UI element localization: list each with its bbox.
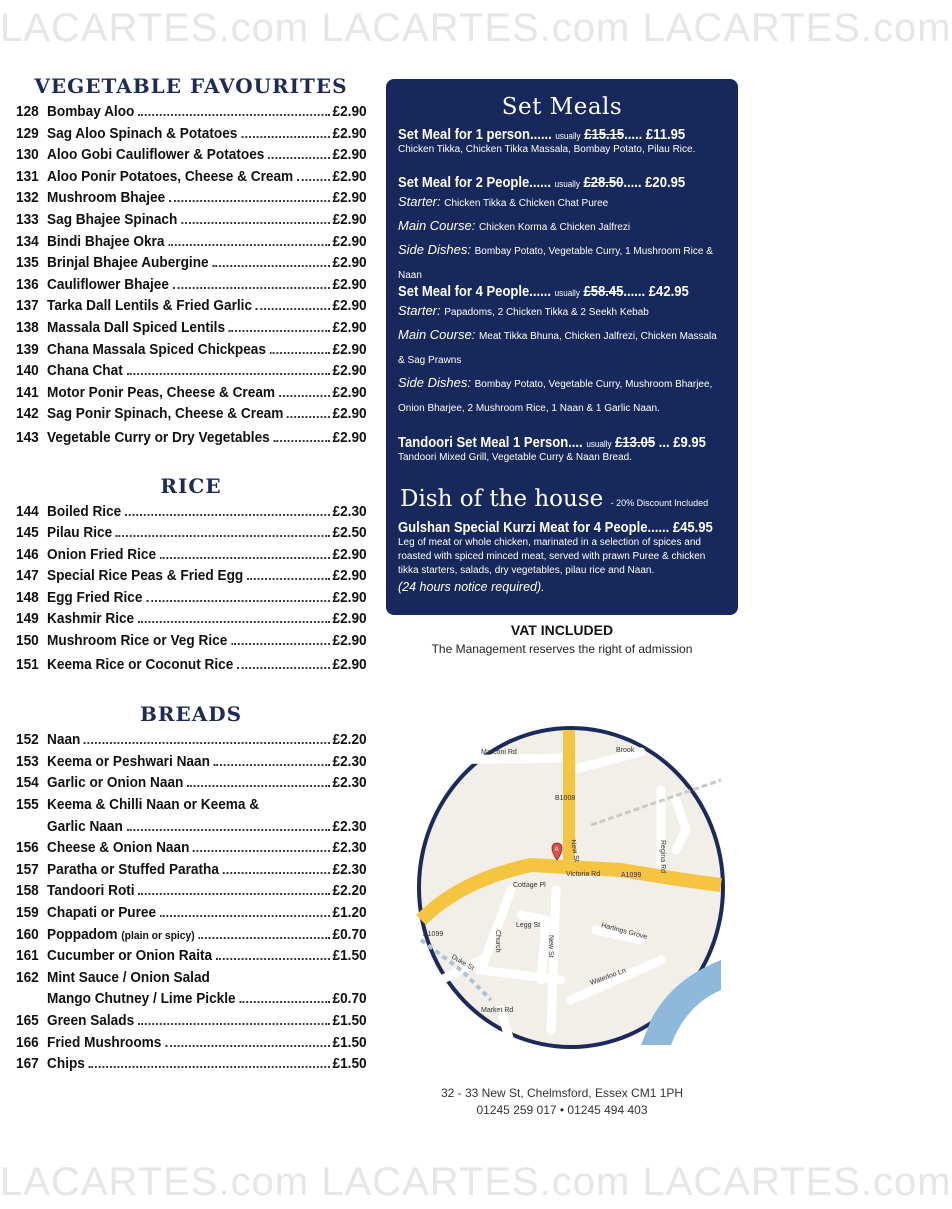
location-marker-icon [552, 843, 562, 860]
item-price: £2.90 [332, 276, 367, 293]
item-price: £2.90 [332, 211, 367, 228]
set-meals-title: Set Meals [501, 94, 623, 120]
menu-item [16, 631, 367, 653]
map-label: Church [494, 930, 501, 953]
map-label: New St [547, 935, 554, 958]
item-price: £2.90 [332, 363, 367, 380]
item-price: £2.90 [332, 611, 367, 628]
management-notice: The Management reserves the right of admission [431, 642, 693, 656]
item-price: £2.90 [332, 319, 367, 336]
item-price: £2.30 [332, 753, 367, 770]
menu-item [16, 860, 367, 882]
menu-item [16, 545, 367, 567]
item-price: £2.90 [332, 568, 367, 585]
item-number: 137 [16, 298, 39, 315]
item-name: Mushroom Rice or Veg Rice [47, 633, 228, 650]
meal4-main-cont: & Sag Prawns [398, 355, 462, 366]
menu-item [16, 296, 367, 318]
leader-dots [237, 667, 330, 669]
leader-dots [138, 114, 330, 116]
item-name: Vegetable Curry or Dry Vegetables [47, 429, 270, 446]
menu-item [16, 124, 367, 146]
item-number: 154 [16, 775, 39, 792]
item-name: Paratha or Stuffed Paratha [47, 861, 219, 878]
map-label: Brook [616, 747, 635, 754]
item-name: Chips [47, 1056, 85, 1073]
menu-item [16, 253, 367, 275]
menu-item [16, 946, 367, 968]
breads-title: BREADS [139, 702, 243, 727]
item-price: £1.50 [332, 948, 367, 965]
leader-dots [199, 937, 330, 939]
map-label: Victoria Rd [566, 871, 601, 878]
leader-dots [160, 557, 330, 559]
item-name: Brinjal Bhajee Aubergine [47, 255, 209, 272]
item-price: £2.90 [332, 633, 367, 650]
menu-item [16, 752, 367, 774]
item-price: £2.30 [332, 861, 367, 878]
item-name: Massala Dall Spiced Lentils [47, 319, 226, 336]
meal4-name: Set Meal for 4 People [398, 284, 530, 300]
menu-item [16, 609, 367, 631]
meal4-side: Side Dishes: Bombay Potato, Vegetable Curry, Mushroom Bharjee, [398, 375, 713, 390]
usually-label: usually [554, 179, 580, 189]
leader-dots [270, 352, 330, 354]
item-number: 157 [16, 861, 39, 878]
meal1-old-price: £15.15 [584, 127, 625, 143]
menu-item [16, 275, 367, 297]
menu-item [16, 428, 367, 450]
item-number: 148 [16, 589, 39, 606]
leader-dots [125, 514, 330, 516]
location-map [417, 726, 725, 1049]
item-number: 158 [16, 883, 39, 900]
item-number: 140 [16, 363, 39, 380]
leader-dots [256, 308, 330, 310]
item-number: 139 [16, 341, 39, 358]
item-number: 150 [16, 633, 39, 650]
house-dish: Gulshan Special Kurzi Meat for 4 People...... £45.95 Leg of meat or whole chicken, marinated in a selection of spices and roasted with spiced minced meat, served with prawn Puree & chicken tikka starters, salads, dry vegetables, pilau rice and Naan. (24 hours notice required). [398, 520, 728, 596]
leader-dots [241, 136, 330, 138]
leader-dots [279, 395, 330, 397]
item-number: 155 [16, 797, 39, 814]
item-price: £1.20 [332, 905, 367, 921]
menu-item [16, 655, 367, 677]
leader-dots [138, 621, 330, 623]
leader-dots [138, 1023, 330, 1025]
meal4-side-cont: Onion Bharjee, 2 Mushroom Rice, 1 Naan & 1 Garlic Naan. [398, 403, 660, 414]
menu-item [16, 968, 367, 990]
menu-item [16, 903, 367, 925]
item-name: Bindi Bhajee Okra [47, 233, 165, 250]
item-name: Tarka Dall Lentils & Fried Garlic [47, 298, 253, 315]
breads-list [16, 730, 366, 1076]
map-label: Cottage Pl [513, 882, 546, 889]
railway-line-north [591, 780, 721, 825]
menu-item [16, 730, 367, 752]
item-name: Bombay Aloo [47, 104, 135, 120]
menu-item [16, 210, 367, 232]
leader-dots [187, 785, 330, 787]
menu-item [16, 167, 367, 189]
menu-item [16, 773, 367, 795]
item-name: Special Rice Peas & Fried Egg [47, 568, 244, 585]
leader-dots [84, 742, 330, 744]
item-name: Egg Fried Rice [47, 589, 143, 606]
item-name: Tandoori Roti [47, 883, 135, 900]
leader-dots [181, 222, 330, 224]
set-meal-2: Set Meal for 2 People...... usually £28.50..... £20.95 Starter: Chicken Tikka & Chicken Chat Puree Main Course: Chicken Korma & Chicken Jalfrezi Side Dishes: Bombay Potato, Vegetable Curry, 1 Mushroom Rice & Naan [398, 175, 728, 287]
meal2-main: Main Course: Chicken Korma & Chicken Jalfrezi [398, 218, 631, 233]
svg-text:A: A [554, 847, 559, 853]
meal4-old-price: £58.45 [583, 284, 624, 300]
menu-item [16, 566, 367, 588]
menu-item [16, 588, 367, 610]
item-price: £2.90 [332, 147, 367, 164]
leader-dots [127, 829, 330, 831]
item-number: 159 [16, 905, 39, 921]
leader-dots [223, 872, 330, 874]
menu-item [16, 881, 367, 903]
tandoori-old-price: £13.05 [615, 435, 656, 451]
item-number: 128 [16, 104, 39, 120]
map-label: New St [569, 839, 580, 863]
meal1-desc: Chicken Tikka, Chicken Tikka Massala, Bombay Potato, Pilau Rice. [398, 144, 696, 155]
item-number: 133 [16, 211, 39, 228]
item-price: £2.30 [332, 503, 367, 520]
item-number: 131 [16, 168, 39, 185]
address-block [386, 1085, 738, 1119]
map-label: A1099 [621, 872, 642, 879]
item-name: Green Salads [47, 1012, 135, 1029]
menu-item [16, 145, 367, 167]
rice-list [16, 502, 366, 677]
leader-dots [274, 440, 330, 442]
menu-item [16, 318, 367, 340]
item-price: £2.20 [332, 883, 367, 900]
usually-label: usually [586, 439, 612, 449]
leader-dots [231, 643, 330, 645]
menu-item [16, 838, 367, 860]
meal2-side: Side Dishes: Bombay Potato, Vegetable Curry, 1 Mushroom Rice & Naan [398, 242, 713, 281]
leader-dots [165, 1045, 330, 1047]
leader-dots [127, 373, 330, 375]
item-name: Chana Chat [47, 363, 123, 380]
item-name: Aloo Ponir Potatoes, Cheese & Cream [47, 168, 294, 185]
item-name: Fried Mushrooms [47, 1034, 162, 1051]
left-column [16, 74, 366, 1076]
item-price: £2.90 [332, 546, 367, 563]
leader-dots [268, 157, 330, 159]
leader-dots [216, 958, 330, 960]
item-number: 152 [16, 732, 39, 749]
meal2-old-price: £28.50 [583, 175, 624, 191]
item-number: 129 [16, 125, 39, 142]
meal1-price: £11.95 [645, 127, 686, 143]
item-price: £2.20 [332, 732, 367, 749]
map-label: Waterloo Ln [589, 967, 627, 987]
item-name: Cucumber or Onion Raita [47, 948, 213, 965]
menu-item [16, 361, 367, 383]
item-number: 166 [16, 1034, 39, 1051]
rice-title: RICE [160, 473, 222, 498]
leader-dots [169, 200, 330, 202]
menu-item [16, 1033, 367, 1055]
map-label: Legg St [516, 922, 541, 929]
usually-label: usually [554, 288, 580, 298]
item-name: Mint Sauce / Onion Salad [47, 969, 210, 986]
vegetable-list [16, 102, 366, 450]
house-name: Gulshan Special Kurzi Meat for 4 People [398, 520, 648, 536]
item-price: £2.90 [332, 406, 367, 423]
meal4-price: £42.95 [648, 284, 689, 300]
item-number: 142 [16, 406, 39, 423]
house-notice: (24 hours notice required). [398, 580, 545, 594]
map-graphic [421, 730, 721, 1045]
item-name: Onion Fried Rice [47, 546, 157, 563]
item-name: Sag Ponir Spinach, Cheese & Cream [47, 406, 284, 423]
item-price: £2.90 [332, 589, 367, 606]
leader-dots [214, 764, 330, 766]
meal1-name: Set Meal for 1 person [398, 127, 530, 143]
item-number: 165 [16, 1012, 39, 1029]
item-price: £2.90 [332, 104, 367, 120]
item-number: 144 [16, 503, 39, 520]
map-label: Marconi Rd [481, 749, 517, 756]
menu-item [16, 404, 367, 426]
leader-dots [239, 1001, 329, 1003]
leader-dots [89, 1066, 330, 1068]
leader-dots [297, 179, 330, 181]
item-price: £2.30 [332, 775, 367, 792]
menu-item [16, 523, 367, 545]
leader-dots [160, 915, 330, 917]
item-name: Cauliflower Bhajee [47, 276, 169, 293]
menu-item [16, 502, 367, 524]
vat-notice: VAT INCLUDED [510, 622, 614, 638]
meal4-main: Main Course: Meat Tikka Bhuna, Chicken Jalfrezi, Chicken Massala [398, 327, 717, 342]
watermark-bottom: LACARTES.com LACARTES.com LACARTES.com [0, 1160, 952, 1204]
menu-item [16, 1011, 367, 1033]
item-number: 162 [16, 969, 39, 986]
meal4-starter: Starter: Papadoms, 2 Chicken Tikka & 2 Seekh Kebab [398, 303, 649, 318]
item-price: £1.50 [332, 1012, 367, 1029]
leader-dots [229, 330, 330, 332]
usually-label: usually [555, 131, 581, 141]
phone-line: 01245 259 017 • 01245 494 403 [476, 1103, 648, 1117]
menu-item [16, 102, 367, 124]
item-name: Garlic Naan [47, 818, 123, 835]
menu-item [16, 340, 367, 362]
menu-item [16, 817, 367, 839]
item-price: £2.90 [332, 384, 367, 401]
map-label: Hartings Grove [600, 922, 648, 942]
tandoori-name: Tandoori Set Meal 1 Person [398, 435, 569, 451]
leader-dots [193, 850, 330, 852]
item-name: Sag Bhajee Spinach [47, 211, 178, 228]
item-name: Sag Aloo Spinach & Potatoes [47, 125, 238, 142]
item-number: 147 [16, 568, 39, 585]
item-name: Garlic or Onion Naan [47, 775, 184, 792]
item-price: £0.70 [332, 991, 367, 1008]
item-number: 153 [16, 753, 39, 770]
item-name: Cheese & Onion Naan [47, 840, 190, 857]
item-name: Chapati or Puree [47, 905, 157, 921]
leader-dots [287, 416, 330, 418]
item-number: 136 [16, 276, 39, 293]
item-price: £0.70 [332, 926, 367, 943]
address-line: 32 - 33 New St, Chelmsford, Essex CM1 1PH [440, 1086, 684, 1100]
item-price: £2.90 [332, 298, 367, 315]
leader-dots [247, 578, 330, 580]
item-note: (plain or spicy) [121, 929, 195, 942]
item-price: £2.90 [332, 233, 367, 250]
item-price: £2.90 [332, 429, 367, 446]
item-name: Keema & Chilli Naan or Keema & [47, 797, 260, 814]
item-price: £2.30 [332, 818, 367, 835]
item-name: Motor Ponir Peas, Cheese & Cream [47, 384, 276, 401]
leader-dots [116, 535, 330, 537]
item-name: Mushroom Bhajee [47, 190, 166, 207]
item-price: £1.50 [332, 1034, 367, 1051]
item-price: £2.90 [332, 190, 367, 207]
set-meal-4: Set Meal for 4 People...... usually £58.45...... £42.95 Starter: Papadoms, 2 Chicken Tikka & 2 Seekh Kebab Main Course: Meat Tikka Bhuna, Chicken Jalfrezi, Chicken Massala & Sag Prawns Side Dishes: Bombay Potato, Vegetable Curry, Mushroom Bharjee, Onion Bharjee, 2 Mushroom Rice, 1 Naan & 1 Garlic Naan. [398, 284, 728, 420]
item-number: 145 [16, 525, 39, 542]
item-number: 167 [16, 1056, 39, 1073]
item-number: 132 [16, 190, 39, 207]
menu-item [16, 989, 367, 1011]
leader-dots [138, 893, 329, 895]
item-number: 149 [16, 611, 39, 628]
leader-dots [212, 265, 329, 267]
item-name: Keema Rice or Coconut Rice [47, 656, 234, 673]
item-name: Aloo Gobi Cauliflower & Potatoes [47, 147, 265, 164]
map-label: B1008 [555, 795, 576, 802]
item-number: 161 [16, 948, 39, 965]
house-title: Dish of the house - 20% Discount Included [400, 486, 709, 512]
item-number: 156 [16, 840, 39, 857]
set-meal-1: Set Meal for 1 person...... usually £15.15..... £11.95 Chicken Tikka, Chicken Tikka Massala, Bombay Potato, Pilau Rice. [398, 127, 728, 157]
item-price: £2.90 [332, 168, 367, 185]
item-name: Pilau Rice [47, 525, 113, 542]
house-price: £45.95 [672, 520, 713, 536]
item-number: 141 [16, 384, 39, 401]
meal2-starter: Starter: Chicken Tikka & Chicken Chat Puree [398, 194, 609, 209]
item-number: 138 [16, 319, 39, 336]
item-price: £1.50 [332, 1056, 367, 1073]
item-number: 130 [16, 147, 39, 164]
item-number: 143 [16, 429, 39, 446]
item-price: £2.90 [332, 255, 367, 272]
item-price: £2.90 [332, 125, 367, 142]
item-number: 151 [16, 656, 39, 673]
item-number: 135 [16, 255, 39, 272]
item-name: Naan [47, 732, 81, 749]
menu-item [16, 925, 367, 947]
item-number: 160 [16, 926, 39, 943]
menu-item [16, 1054, 367, 1076]
menu-item [16, 795, 367, 817]
item-name: Keema or Peshwari Naan [47, 753, 210, 770]
leader-dots [173, 287, 330, 289]
river-shape [641, 960, 721, 1045]
menu-item [16, 188, 367, 210]
item-number: 134 [16, 233, 39, 250]
tandoori-price: £9.95 [673, 435, 706, 451]
map-label: Regina Rd [659, 840, 666, 874]
item-name: Mango Chutney / Lime Pickle [47, 991, 236, 1008]
tandoori-desc: Tandoori Mixed Grill, Vegetable Curry & Naan Bread. [398, 452, 633, 463]
set-meals-panel [386, 79, 738, 615]
vegetable-title: VEGETABLE FAVOURITES [34, 74, 348, 98]
meal2-price: £20.95 [645, 175, 686, 191]
item-name: Chana Massala Spiced Chickpeas [47, 341, 266, 358]
menu-item [16, 383, 367, 405]
leader-dots [168, 244, 329, 246]
item-price: £2.90 [332, 656, 367, 673]
map-label: Market Rd [481, 1007, 514, 1014]
menu-item [16, 232, 367, 254]
item-name: Kashmir Rice [47, 611, 135, 628]
item-name: Poppadom [47, 926, 118, 943]
item-price: £2.30 [332, 840, 367, 857]
item-number: 146 [16, 546, 39, 563]
house-discount: - 20% Discount Included [610, 498, 709, 508]
map-label: A1099 [423, 931, 444, 938]
watermark-top: LACARTES.com LACARTES.com LACARTES.com [0, 6, 952, 50]
tandoori-meal: Tandoori Set Meal 1 Person.... usually £13.05 ... £9.95 Tandoori Mixed Grill, Vegetable Curry & Naan Bread. [398, 435, 728, 465]
map-label: Duke St [450, 953, 476, 973]
item-price: £2.50 [332, 525, 367, 542]
item-price: £2.90 [332, 341, 367, 358]
leader-dots [146, 600, 329, 602]
meal2-name: Set Meal for 2 People [398, 175, 530, 191]
item-name: Boiled Rice [47, 503, 122, 520]
